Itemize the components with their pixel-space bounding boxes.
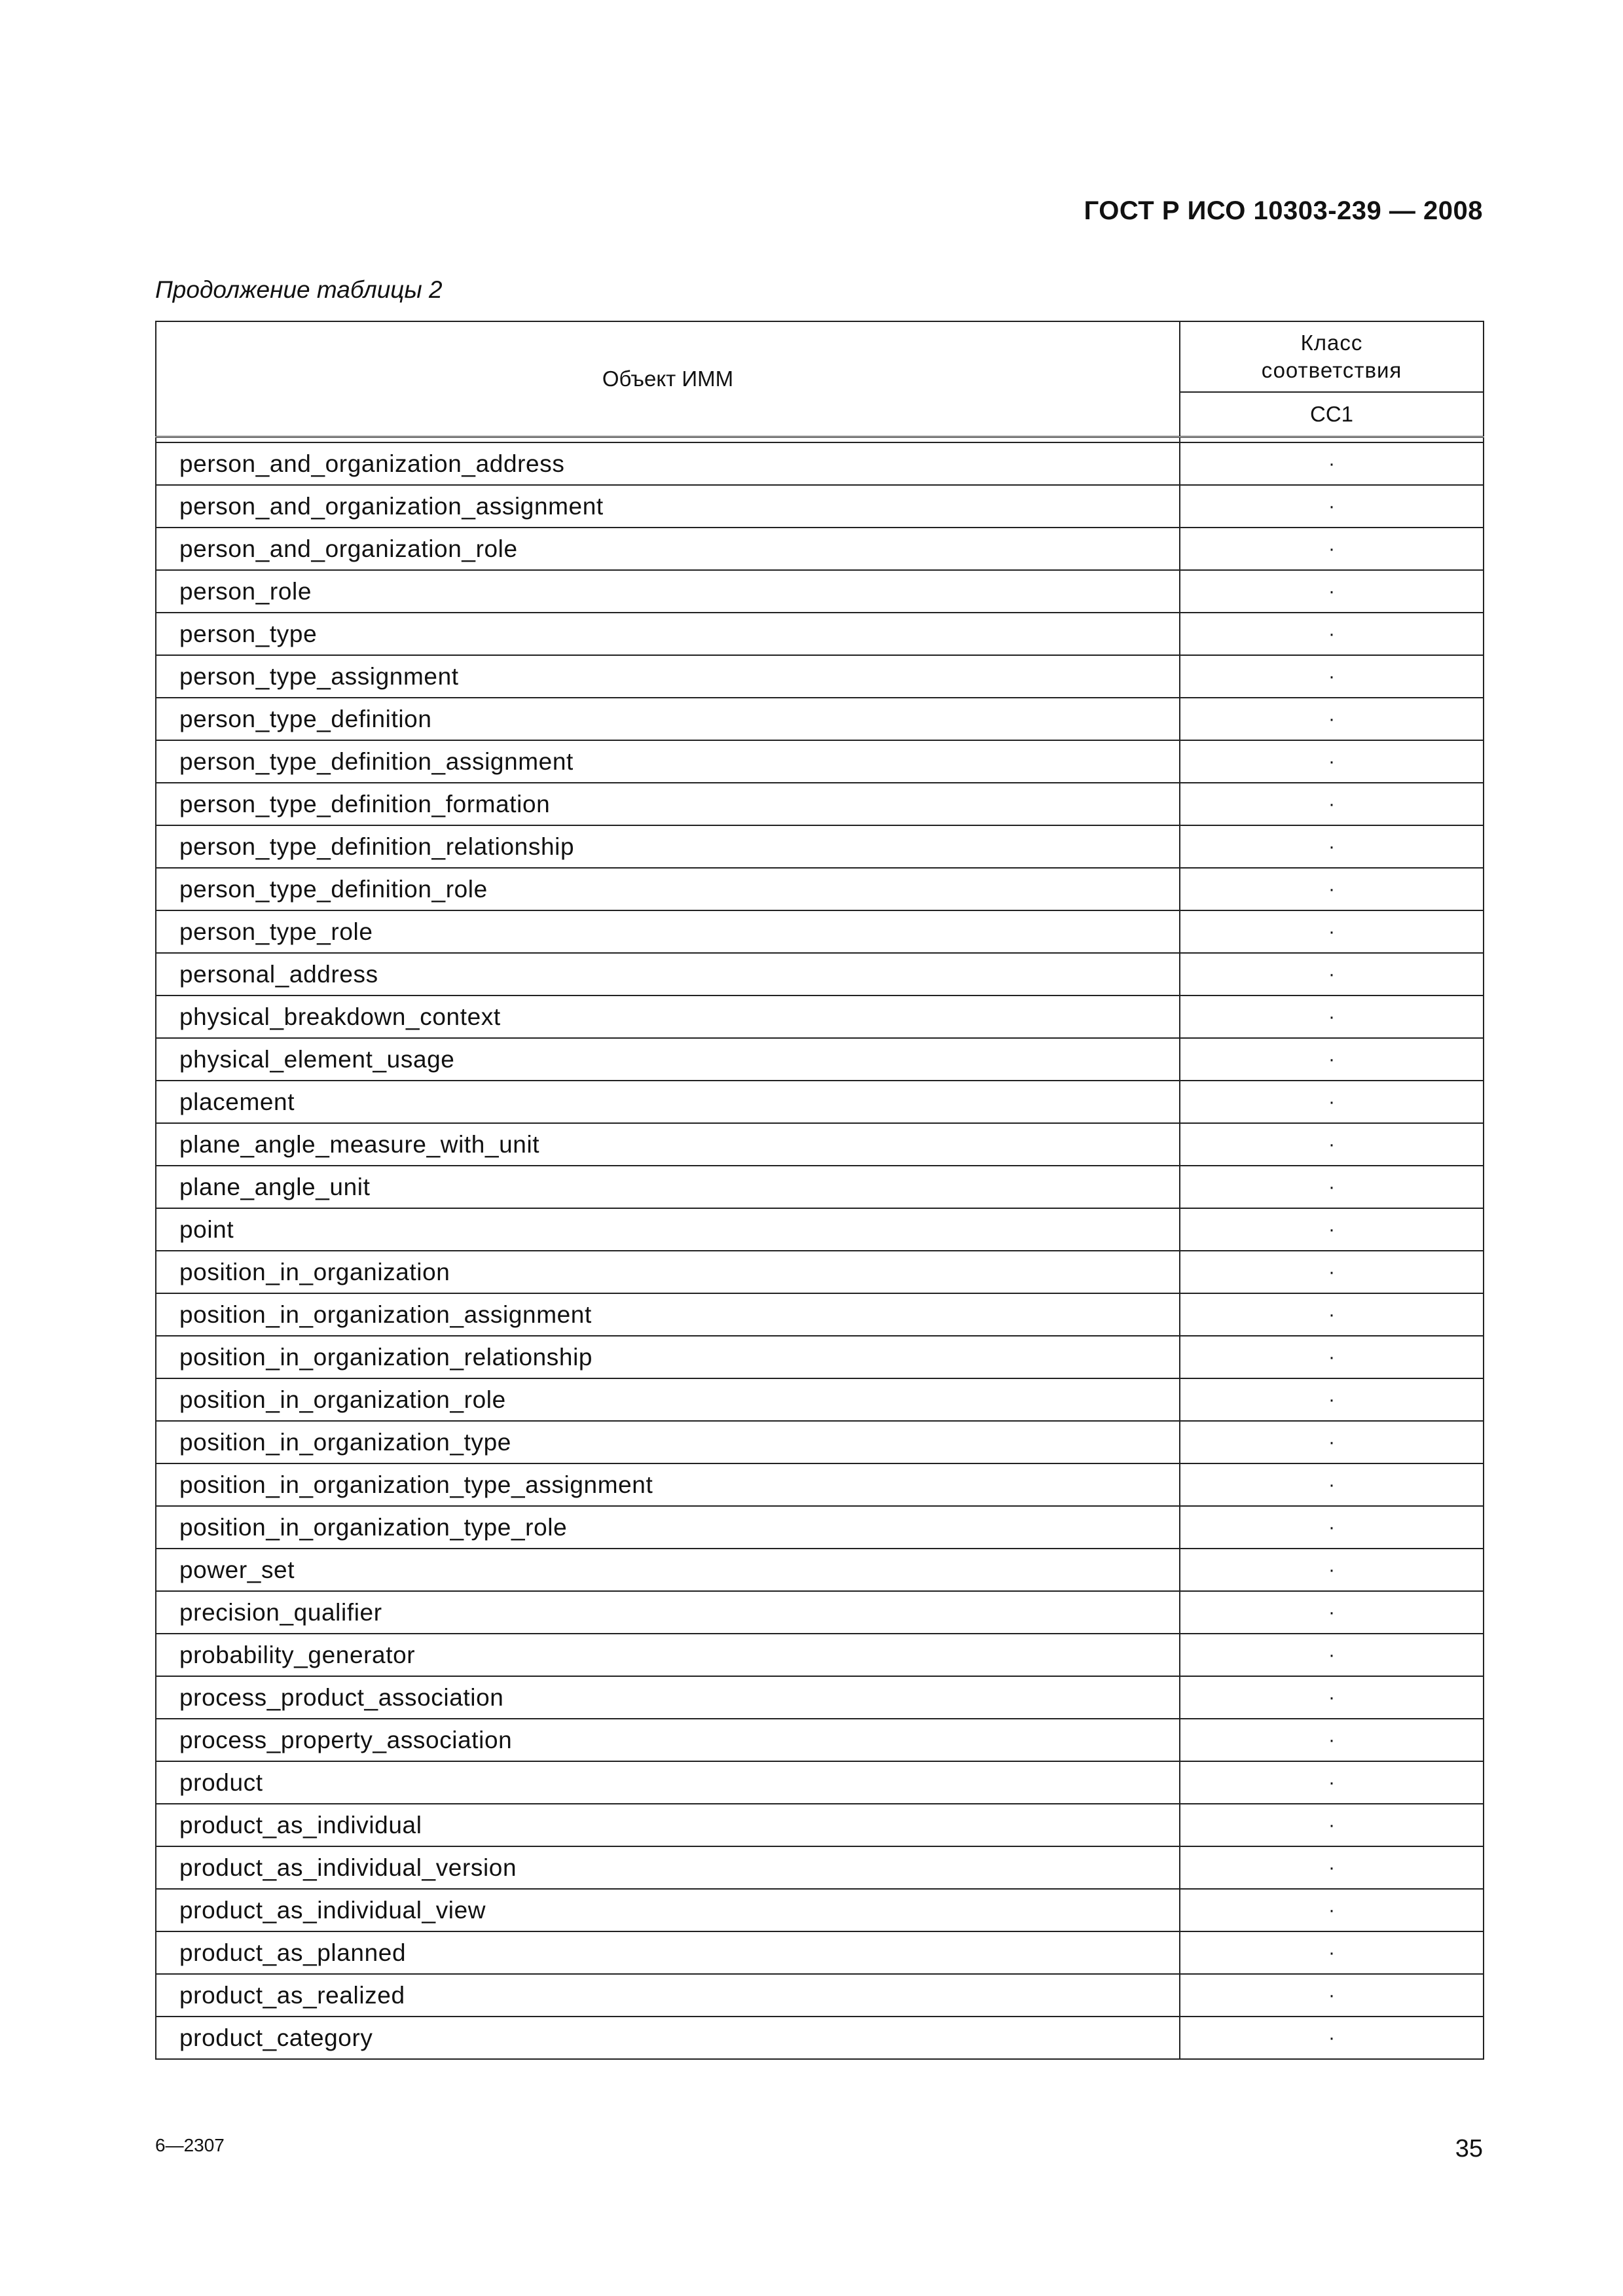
table-row [156, 528, 1484, 570]
row-conformance-mark: · [1180, 1761, 1484, 1804]
table-row [156, 1591, 1484, 1634]
conformance-table [155, 321, 1484, 2060]
row-object-name: product [156, 1761, 1180, 1804]
table-row [156, 996, 1484, 1038]
row-conformance-mark: · [1180, 910, 1484, 953]
row-conformance-mark: · [1180, 1166, 1484, 1208]
row-conformance-mark: · [1180, 1676, 1484, 1719]
table-row [156, 570, 1484, 613]
table-row [156, 1208, 1484, 1251]
row-object-name: product_as_individual_view [156, 1889, 1180, 1931]
row-object-name: product_as_individual_version [156, 1846, 1180, 1889]
table-row [156, 1846, 1484, 1889]
row-conformance-mark: · [1180, 1251, 1484, 1293]
table-row [156, 1931, 1484, 1974]
table-row [156, 1378, 1484, 1421]
row-object-name: position_in_organization_type_assignment [156, 1463, 1180, 1506]
row-object-name: probability_generator [156, 1634, 1180, 1676]
row-conformance-mark: · [1180, 1591, 1484, 1634]
table-row [156, 1166, 1484, 1208]
table-row [156, 698, 1484, 740]
row-object-name: person_and_organization_assignment [156, 485, 1180, 528]
row-conformance-mark: · [1180, 485, 1484, 528]
column-header-class-line1: Класс [1300, 331, 1363, 355]
row-object-name: product_as_planned [156, 1931, 1180, 1974]
table-row [156, 740, 1484, 783]
table-row [156, 655, 1484, 698]
table-body [156, 442, 1484, 2059]
row-conformance-mark: · [1180, 1846, 1484, 1889]
row-object-name: plane_angle_measure_with_unit [156, 1123, 1180, 1166]
row-object-name: product_as_realized [156, 1974, 1180, 2017]
column-header-conformance-class [1180, 321, 1484, 392]
table-row [156, 1336, 1484, 1378]
row-object-name: person_and_organization_role [156, 528, 1180, 570]
column-header-class-line2: соответствия [1261, 358, 1402, 382]
row-conformance-mark: · [1180, 996, 1484, 1038]
row-conformance-mark: · [1180, 1634, 1484, 1676]
row-object-name: power_set [156, 1549, 1180, 1591]
table-row [156, 1634, 1484, 1676]
row-conformance-mark: · [1180, 1123, 1484, 1166]
row-object-name: position_in_organization_type_role [156, 1506, 1180, 1549]
row-object-name: position_in_organization_assignment [156, 1293, 1180, 1336]
row-conformance-mark: · [1180, 1463, 1484, 1506]
row-object-name: position_in_organization_role [156, 1378, 1180, 1421]
row-conformance-mark: · [1180, 740, 1484, 783]
table-row [156, 485, 1484, 528]
table-row [156, 2017, 1484, 2059]
table-row [156, 1974, 1484, 2017]
row-conformance-mark: · [1180, 655, 1484, 698]
row-conformance-mark: · [1180, 613, 1484, 655]
row-object-name: position_in_organization_type [156, 1421, 1180, 1463]
row-object-name: personal_address [156, 953, 1180, 996]
row-conformance-mark: · [1180, 2017, 1484, 2059]
row-conformance-mark: · [1180, 1336, 1484, 1378]
table-row [156, 1676, 1484, 1719]
row-object-name: product_category [156, 2017, 1180, 2059]
row-object-name: person_and_organization_address [156, 442, 1180, 485]
row-object-name: person_type_definition [156, 698, 1180, 740]
row-object-name: person_type_assignment [156, 655, 1180, 698]
row-object-name: point [156, 1208, 1180, 1251]
row-object-name: position_in_organization [156, 1251, 1180, 1293]
row-conformance-mark: · [1180, 570, 1484, 613]
row-object-name: position_in_organization_relationship [156, 1336, 1180, 1378]
row-object-name: person_type_definition_role [156, 868, 1180, 910]
table-row [156, 1293, 1484, 1336]
table-row [156, 613, 1484, 655]
row-conformance-mark: · [1180, 783, 1484, 825]
table-row [156, 1549, 1484, 1591]
table-row [156, 1719, 1484, 1761]
row-object-name: physical_element_usage [156, 1038, 1180, 1081]
row-conformance-mark: · [1180, 868, 1484, 910]
row-conformance-mark: · [1180, 1293, 1484, 1336]
table-row [156, 953, 1484, 996]
table-row [156, 1804, 1484, 1846]
row-object-name: person_role [156, 570, 1180, 613]
column-subheader-cc1: CC1 [1180, 392, 1484, 437]
table-row [156, 1463, 1484, 1506]
table-row [156, 910, 1484, 953]
column-header-object: Объект ИММ [156, 321, 1180, 437]
row-conformance-mark: · [1180, 1378, 1484, 1421]
row-conformance-mark: · [1180, 1421, 1484, 1463]
row-conformance-mark: · [1180, 1889, 1484, 1931]
row-object-name: placement [156, 1081, 1180, 1123]
table-row [156, 1506, 1484, 1549]
row-object-name: person_type_role [156, 910, 1180, 953]
table-row [156, 1123, 1484, 1166]
row-object-name: process_property_association [156, 1719, 1180, 1761]
row-object-name: physical_breakdown_context [156, 996, 1180, 1038]
row-conformance-mark: · [1180, 1974, 1484, 2017]
row-conformance-mark: · [1180, 1549, 1484, 1591]
table-row [156, 442, 1484, 485]
row-conformance-mark: · [1180, 528, 1484, 570]
row-object-name: person_type_definition_relationship [156, 825, 1180, 868]
row-conformance-mark: · [1180, 953, 1484, 996]
row-conformance-mark: · [1180, 698, 1484, 740]
row-conformance-mark: · [1180, 1506, 1484, 1549]
row-conformance-mark: · [1180, 1804, 1484, 1846]
header-separator [156, 437, 1484, 443]
table-row [156, 1421, 1484, 1463]
table-header [156, 321, 1484, 442]
row-conformance-mark: · [1180, 825, 1484, 868]
row-object-name: process_product_association [156, 1676, 1180, 1719]
row-object-name: person_type_definition_assignment [156, 740, 1180, 783]
table-row [156, 783, 1484, 825]
row-object-name: plane_angle_unit [156, 1166, 1180, 1208]
table-row [156, 1761, 1484, 1804]
row-object-name: person_type_definition_formation [156, 783, 1180, 825]
row-conformance-mark: · [1180, 1081, 1484, 1123]
table-caption: Продолжение таблицы 2 [155, 276, 443, 303]
row-object-name: person_type [156, 613, 1180, 655]
row-conformance-mark: · [1180, 1719, 1484, 1761]
row-object-name: precision_qualifier [156, 1591, 1180, 1634]
row-object-name: product_as_individual [156, 1804, 1180, 1846]
page-number: 35 [1455, 2135, 1483, 2162]
table-row [156, 868, 1484, 910]
row-conformance-mark: · [1180, 1038, 1484, 1081]
document-standard-id: ГОСТ Р ИСО 10303-239 — 2008 [1084, 196, 1483, 225]
table-row [156, 1038, 1484, 1081]
table-row [156, 1889, 1484, 1931]
row-conformance-mark: · [1180, 1208, 1484, 1251]
row-conformance-mark: · [1180, 442, 1484, 485]
footer-print-code: 6—2307 [155, 2135, 225, 2155]
table-row [156, 1081, 1484, 1123]
table-row [156, 1251, 1484, 1293]
table-row [156, 825, 1484, 868]
row-conformance-mark: · [1180, 1931, 1484, 1974]
